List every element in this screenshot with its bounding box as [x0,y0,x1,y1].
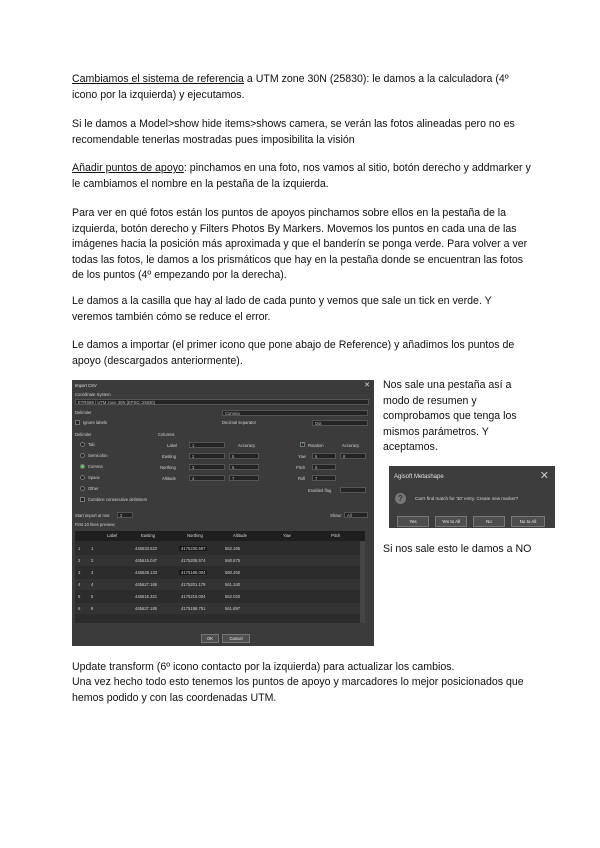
columns-label: Columns [158,432,175,437]
ignore-labels-checkbox[interactable] [75,420,80,425]
paragraph-filter-photos: Para ver en qué fotos están los puntos de apoyos pinchamos sobre ellos en la pestaña de la izquierda, botón derecho y Filters Photos By Markers. Movemos los puntos en cada una de las imágenes hacia la posición más aproximada y que el banderín se ponga verde. Para volver a ver todas las fotos, le damos a los prismáticos que hay en la pestaña donde se encuentran las fotos de los puntos (4º empezando por la derecha). [72,207,528,281]
semicolon-radio-label: Semicolon [88,453,108,458]
table-row[interactable]: 5 5 445615.321 4175215.004 562.020 [78,594,241,599]
header-easting: Easting [141,533,155,538]
header-yaw: Yaw [283,533,291,538]
col-accuracy-label: Accuracy [238,443,256,448]
col-northing-label: Northing [160,465,176,470]
col-label-label: Label [167,443,178,448]
reference-system-link: Cambiamos el sistema de referencia [72,73,244,85]
paragraph-show-cameras: Si le damos a Model>show hide items>shows camera, se verán las fotos alineadas pero no es recomendable tenerlas mostradas pues imposibilita la visión [72,118,515,146]
ok-button[interactable]: OK [201,634,219,643]
paragraph-update-transform: Update transform (6º icono contacto por la izquierda) para actualizar los cambios. [72,661,455,673]
other-radio[interactable] [80,486,85,491]
tab-radio-label: Tab [88,442,95,447]
table-row[interactable]: 2 2 445615.047 4175208.574 560.875 [75,555,365,566]
side-text-no: Si nos sale esto le damos a NO [383,543,532,555]
decimal-label: Decimal separator [222,420,256,425]
coordinate-system-label: Coordinate System [75,392,111,397]
col-acc3-spin[interactable]: 7 [229,475,259,481]
header-northing: Northing [187,533,203,538]
enabled-flag-label: Enabled flag [308,488,332,493]
metashape-dialog [389,466,555,528]
ignore-labels-label: Ignore labels [83,420,107,425]
coordinate-system-select[interactable]: ETRS89 / UTM zone 30N (EPSG::25830) [75,399,369,405]
col-easting-label: Easting [162,454,176,459]
header-pitch: Pitch [331,533,341,538]
yes-button[interactable]: Yes [397,516,429,527]
col-yaw-label: Yaw [298,454,306,459]
metashape-message: Can't find match for '30' entry. Create new marker? [415,496,519,501]
paragraph-import: Le damos a importar (el primer icono que pone abajo de Reference) y añadimos los puntos de apoyo (descargados anteriormente). [72,339,515,367]
col-roll-label: Roll [298,476,306,481]
other-radio-label: Other [88,486,99,491]
col-northing-spin[interactable]: 3 [189,464,225,470]
header-altitude: Altitude [233,533,247,538]
no-button[interactable]: No [473,516,505,527]
col-altitude-spin[interactable]: 4 [189,475,225,481]
space-radio[interactable] [80,475,85,480]
decimal-select[interactable]: Dot [312,420,368,426]
enabled-flag-spin[interactable] [340,487,366,493]
combine-delimiters-checkbox[interactable] [80,497,85,502]
paragraph-add-markers: Añadir puntos de apoyo: pinchamos en una foto, nos vamos al sitio, botón derecho y addmarker y le cambiamos el nombre en la pestaña de la izquierda. [72,162,531,190]
table-row[interactable]: 4 4 445627.166 4175201.178 561.340 [75,579,365,590]
rotation-accuracy-label: Accuracy [342,443,360,448]
combine-delimiters-label: Combine consecutive delimiters [88,497,148,502]
show-label: Show: [330,513,342,518]
space-radio-label: Space [88,475,100,480]
side-text-summary: Nos sale una pestaña así a modo de resumen y comprobamos que tenga los mismos parámetros. Y aceptamos. [383,379,517,453]
paragraph-reference-system: Cambiamos el sistema de referencia a UTM zone 30N (25830): le damos a la calculadora (4º icono por la izquierda) y ejecutamos. [72,73,509,101]
col-acc2-spin[interactable]: 6 [229,464,259,470]
col-label-spin[interactable]: 1 [189,442,225,448]
cancel-button[interactable]: Cancel [222,634,250,643]
no-to-all-button[interactable]: No to All [511,516,545,527]
table-scrollbar[interactable] [360,541,365,623]
header-label: Label [107,533,118,538]
paragraph-summary: Una vez hecho todo esto tenemos los puntos de apoyo y marcadores lo mejor posicionados que hemos podido y con las coordenadas UTM. [72,676,524,704]
col-altitude-label: Altitude [162,476,176,481]
preview-table [75,531,365,623]
rotation-label: Rotation [308,443,324,448]
show-select[interactable]: All [344,512,368,518]
table-row[interactable]: 1 1 445633.522 4175230.597 562.165 [78,546,241,551]
col-easting-spin[interactable]: 2 [189,453,225,459]
yes-to-all-button[interactable]: Yes to All [435,516,467,527]
tab-radio[interactable] [80,442,85,447]
close-icon[interactable]: ✕ [364,382,370,389]
table-row[interactable]: 6 6 445637.185 4175198.751 561.897 [75,603,365,614]
dialog-title: Import CSV [75,383,97,388]
delimiter-label: Delimiter [75,410,92,415]
close-icon[interactable]: ✕ [539,470,549,482]
table-row[interactable]: 3 3 445649.133 4175188.004 560.450 [78,570,241,575]
col-pitch-spin[interactable]: 6 [312,464,336,470]
comma-radio-label: Comma [88,464,103,469]
delimiter-group-label: Delimiter [75,432,92,437]
paragraph-checkbox: Le damos a la casilla que hay al lado de cada punto y vemos que sale un tick en verde. Y veremos también cómo se reduce el error. [72,295,492,323]
comma-radio[interactable] [80,464,85,469]
semicolon-radio[interactable] [80,453,85,458]
table-header [75,531,365,541]
col-roll-spin[interactable]: 7 [312,475,336,481]
delimiter-select[interactable]: Comma [222,410,368,416]
col-acc1-spin[interactable]: 5 [229,453,259,459]
col-yaw-spin[interactable]: 5 [312,453,336,459]
question-icon: ? [395,493,406,504]
start-row-spin[interactable]: 2 [117,512,133,518]
rotation-checkbox[interactable] [300,442,305,447]
start-row-label: Start import at row: [75,513,111,518]
col-pitch-label: Pitch [296,465,306,470]
metashape-title: Agisoft Metashape [394,474,444,480]
col-yaw-acc-spin[interactable]: 8 [340,453,366,459]
import-csv-dialog [72,380,374,646]
preview-label: First 10 lines preview: [75,522,116,527]
add-markers-link: Añadir puntos de apoyo [72,162,184,174]
